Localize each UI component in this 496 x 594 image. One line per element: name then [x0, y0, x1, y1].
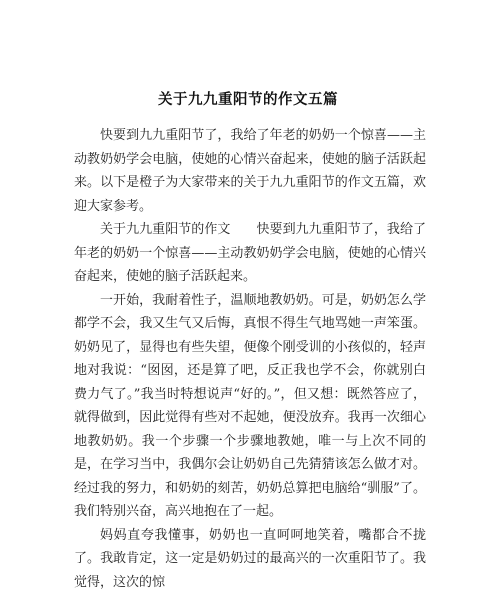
document-title: 关于九九重阳节的作文五篇: [0, 88, 496, 109]
paragraph-3: 一开始，我耐着性子，温顺地教奶奶。可是，奶奶怎么学都学不会，我又生气又后悔，真恨不得生气地骂她一声笨蛋。奶奶见了，显得也有些失望，便像个刚受训的小孩似的，轻声地对我说：“囡囡，还是算了吧，反正我也学不会，你就别白费力气了。”我当时特想说声“好的。”，但又想：既然答应了，就得做到，因此觉得有些对不起她，便没放弃。我再一次细心地教奶奶。我一个步骤一个步骤地教她，唯一与上次不同的是，在学习当中，我偶尔会让奶奶自己先猜猜该怎么做才对。经过我的努力，和奶奶的刻苦，奶奶总算把电脑给“驯服”了。我们特别兴奋，高兴地抱在了一起。: [74, 289, 426, 524]
paragraph-2: 关于九九重阳节的作文 快要到九九重阳节了，我给了年老的奶奶一个惊喜——主动教奶奶学会电脑，使她的心情兴奋起来，使她的脑子活跃起来。: [74, 218, 426, 289]
document-body: [74, 124, 426, 594]
paragraph-1: 快要到九九重阳节了，我给了年老的奶奶一个惊喜——主动教奶奶学会电脑，使她的心情兴奋起来，使她的脑子活跃起来。以下是橙子为大家带来的关于九九重阳节的作文五篇，欢迎大家参考。: [74, 124, 426, 218]
paragraph-4: 妈妈直夸我懂事，奶奶也一直呵呵地笑着，嘴都合不拢了。我敢肯定，这一定是奶奶过的最高兴的一次重阳节了。我觉得，这次的惊: [74, 524, 426, 594]
